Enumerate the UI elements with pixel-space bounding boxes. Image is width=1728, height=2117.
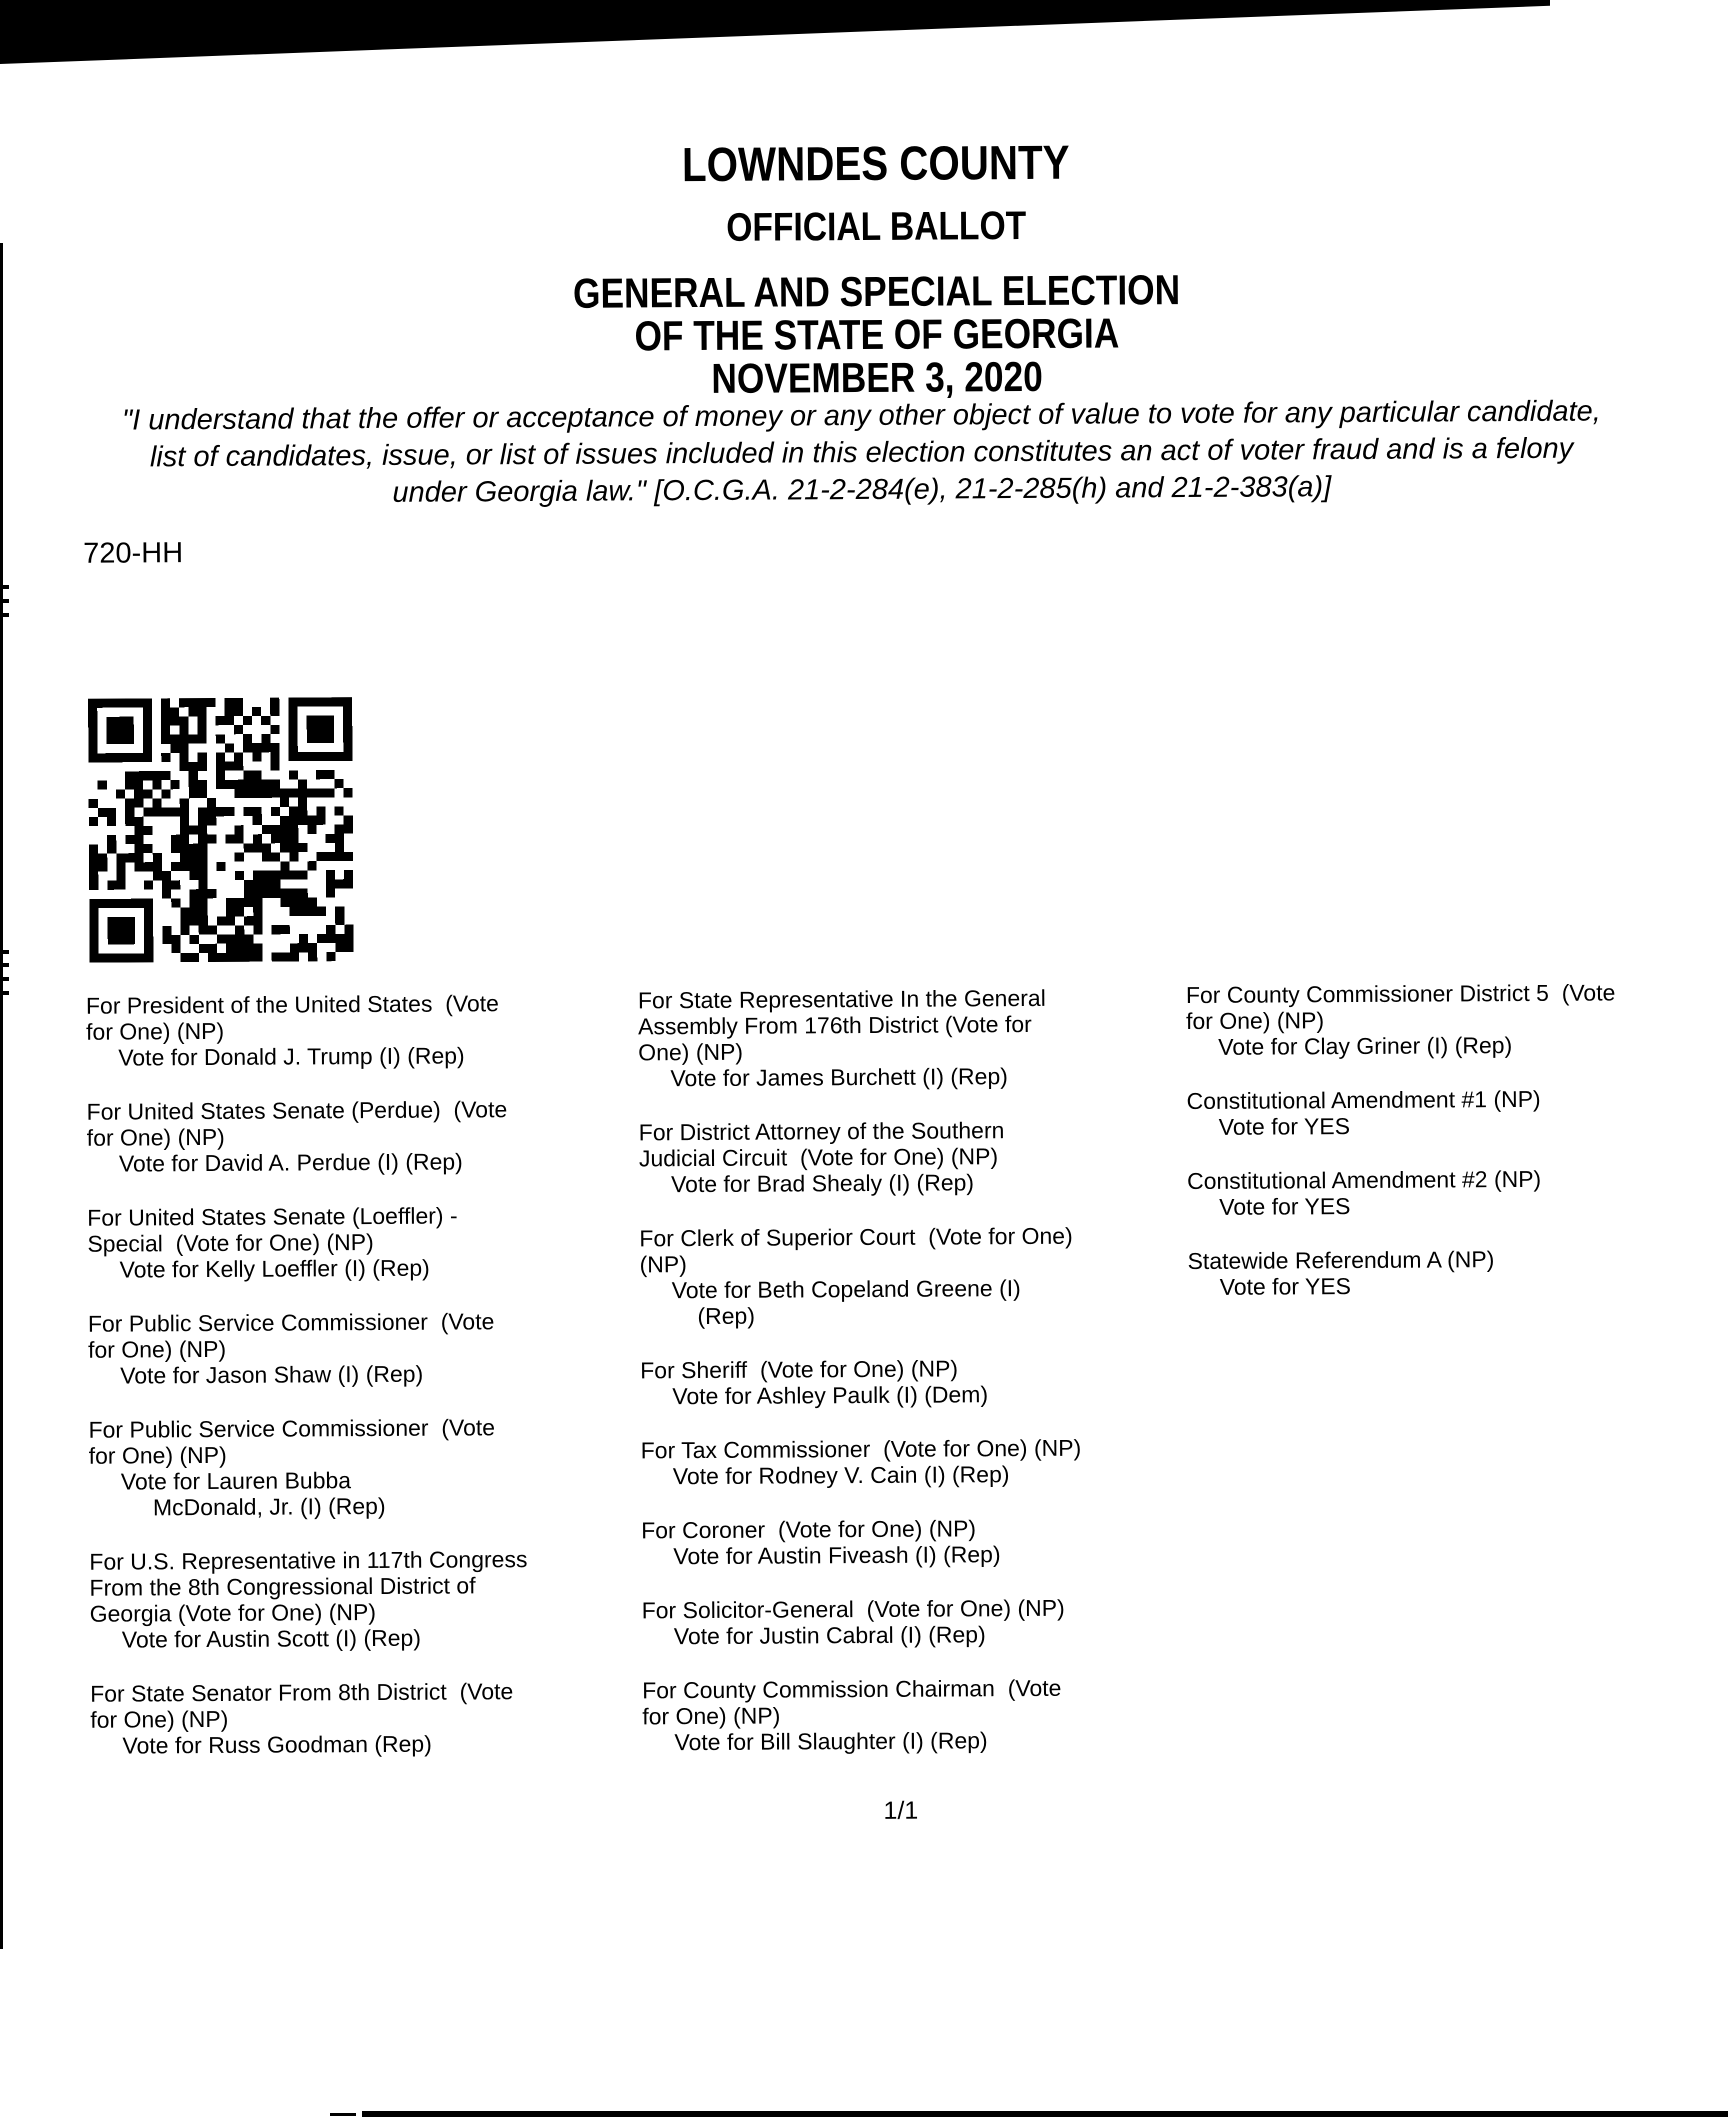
election-title-line1: GENERAL AND SPECIAL ELECTION — [572, 266, 1181, 317]
contest — [639, 1222, 1178, 1329]
contest-title: For State Senator From 8th District (Vote for One) (NP) — [90, 1678, 514, 1733]
contest-vote: Vote for Brad Shealy (I) (Rep) — [670, 1169, 975, 1198]
contest-vote: Vote for James Burchett (I) (Rep) — [670, 1063, 1008, 1092]
page-number: 1/1 — [883, 1796, 919, 1825]
contest — [87, 1201, 635, 1282]
contest — [638, 984, 1177, 1091]
voter-fraud-disclaimer: "I understand that the offer or acceptance of money or any other object of value to vote for any particular candidate, list of candidates, issue, or list of issues included in this election constitutes an act of voter fraud and is a felony under Georgia law." [O.C.G.A. 21-2-284(e), 21-2-285(h) and 21-2-383(a)] — [121, 395, 1601, 509]
contest-vote: Vote for Ashley Paulk (I) (Dem) — [672, 1381, 989, 1410]
contest-vote: Vote for Donald J. Trump (I) (Rep) — [118, 1042, 465, 1071]
contest-title: For President of the United States (Vote for One) (NP) — [85, 990, 499, 1045]
contest-vote: Vote for Russ Goodman (Rep) — [122, 1730, 432, 1759]
qr-code — [83, 697, 359, 963]
contest-title: For District Attorney of the Southern Judicial Circuit (Vote for One) (NP) — [638, 1117, 1005, 1172]
contest-vote: Vote for Justin Cabral (I) (Rep) — [673, 1621, 986, 1650]
ballot-type-title: OFFICIAL BALLOT — [726, 203, 1027, 250]
contest-title: For Sheriff (Vote for One) (NP) — [640, 1355, 959, 1384]
contest-vote: Vote for YES — [1219, 1193, 1351, 1220]
contest-title: Constitutional Amendment #1 (NP) — [1186, 1085, 1541, 1115]
ballot-column-1 — [86, 989, 639, 1786]
ballot-style-code: 720-HH — [83, 537, 184, 570]
contest-title: For Solicitor-General (Vote for One) (NP) — [641, 1594, 1065, 1624]
ballot-column-2 — [638, 984, 1181, 1783]
contest-vote: Vote for Kelly Loeffler (I) (Rep) — [119, 1254, 430, 1283]
contest-vote: Vote for Austin Scott (I) (Rep) — [121, 1624, 422, 1653]
contest-title: For Coroner (Vote for One) (NP) — [641, 1515, 977, 1544]
contest — [90, 1677, 638, 1758]
contest-title: For Public Service Commissioner (Vote for One) (NP) — [88, 1414, 496, 1469]
contest-vote: Vote for Rodney V. Cain (I) (Rep) — [672, 1461, 1010, 1490]
contest — [641, 1434, 1179, 1489]
contest — [639, 1116, 1177, 1197]
contest — [641, 1514, 1179, 1569]
contest-title: Statewide Referendum A (NP) — [1187, 1246, 1495, 1275]
contest — [1187, 1165, 1728, 1220]
contest-vote: Vote for David A. Perdue (I) (Rep) — [118, 1148, 463, 1177]
contest — [1186, 1085, 1728, 1140]
contest-vote: Vote for Lauren Bubba McDonald, Jr. (I) (Rep) — [120, 1467, 386, 1521]
contest-title: For U.S. Representative in 117th Congress From the 8th Congressional District of Georgia (Vote for One) (NP) — [89, 1546, 528, 1627]
contest-vote: Vote for Bill Slaughter (I) (Rep) — [674, 1727, 988, 1756]
election-title-line2: OF THE STATE OF GEORGIA — [634, 309, 1120, 360]
contest-title: For Tax Commissioner (Vote for One) (NP) — [640, 1434, 1082, 1464]
contest — [1186, 979, 1728, 1060]
contest — [640, 1354, 1178, 1409]
contest — [1187, 1245, 1728, 1300]
contest-vote: Vote for Jason Shaw (I) (Rep) — [120, 1360, 424, 1389]
contest — [87, 1095, 635, 1176]
contest-title: For United States Senate (Perdue) (Vote for One) (NP) — [86, 1096, 508, 1151]
contest — [642, 1674, 1180, 1755]
contest-vote: Vote for Beth Copeland Greene (I) (Rep) — [671, 1275, 1021, 1330]
contest — [88, 1307, 636, 1388]
contest-vote: Vote for YES — [1219, 1273, 1352, 1300]
contest-title: Constitutional Amendment #2 (NP) — [1186, 1165, 1542, 1195]
election-date: NOVEMBER 3, 2020 — [711, 352, 1043, 402]
contest-vote: Vote for YES — [1218, 1113, 1351, 1140]
county-title: LOWNDES COUNTY — [681, 136, 1070, 193]
contest-title: For Clerk of Superior Court (Vote for One) (NP) — [639, 1222, 1073, 1278]
ballot-header — [163, 136, 1589, 404]
contest-title: For County Commissioner District 5 (Vote for One) (NP) — [1185, 979, 1616, 1035]
contest-title: For Public Service Commissioner (Vote for One) (NP) — [87, 1308, 495, 1363]
ballot-column-3 — [1186, 979, 1728, 1328]
contest-vote: Vote for Austin Fiveash (I) (Rep) — [673, 1541, 1001, 1570]
contest — [642, 1594, 1180, 1649]
contest-vote: Vote for Clay Griner (I) (Rep) — [1218, 1032, 1513, 1060]
contest — [89, 1545, 638, 1652]
contest — [86, 989, 634, 1070]
contest — [88, 1413, 637, 1520]
contest-title: For State Representative In the General Assembly From 176th District (Vote for One) (NP) — [637, 984, 1046, 1066]
contest-title: For County Commission Chairman (Vote for One) (NP) — [642, 1674, 1062, 1730]
contest-title: For United States Senate (Loeffler) - Special (Vote for One) (NP) — [87, 1202, 458, 1257]
